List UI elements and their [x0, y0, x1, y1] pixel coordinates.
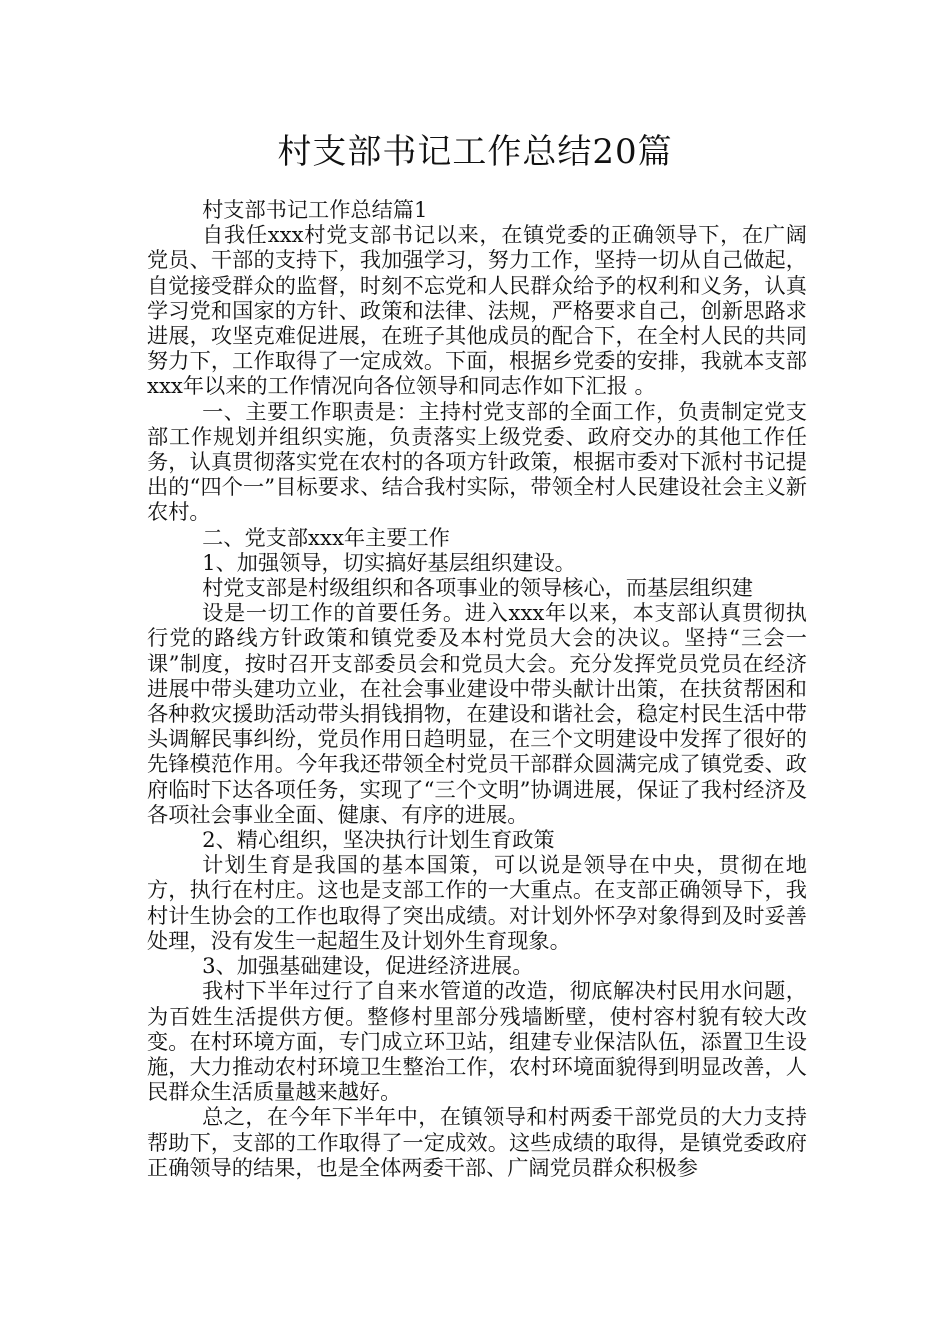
- document-body: [147, 197, 807, 1180]
- body-paragraph: 总之，在今年下半年中，在镇领导和村两委干部党员的大力支持帮助下，支部的工作取得了一定成效。这些成绩的取得，是镇党委政府正确领导的结果，也是全体两委干部、广阔党员群众积极参: [147, 1104, 807, 1180]
- body-paragraph: 我村下半年过行了自来水管道的改造，彻底解决村民用水问题，为百姓生活提供方便。整修村里部分残墙断壁，使村容村貌有较大改变。在村环境方面，专门成立环卫站，组建专业保洁队伍，添置卫生设施，大力推动农村环境卫生整治工作，农村环境面貌得到明显改善，人民群众生活质量越来越好。: [147, 978, 807, 1105]
- subheading: 2、精心组织，坚决执行计划生育政策: [202, 827, 555, 853]
- subheading: 3、加强基础建设，促进经济进展。: [202, 953, 534, 979]
- body-paragraph: 设是一切工作的首要任务。进入xxx年以来，本支部认真贯彻执行党的路线方针政策和镇党委及本村党员大会的决议。坚持“三会一课”制度，按时召开支部委员会和党员大会。充分发挥党员党员在经济进展中带头建功立业，在社会事业建设中带头献计出策，在扶贫帮困和各种救灾援助活动带头捐钱捐物，在建设和谐社会，稳定村民生活中带头调解民事纠纷，党员作用日趋明显，在三个文明建设中发挥了很好的先锋模范作用。今年我还带领全村党员干部群众圆满完成了镇党委、政府临时下达各项任务，实现了“三个文明”协调进展，保证了我村经济及各项社会事业全面、健康、有序的进展。: [147, 600, 807, 827]
- document-title: 村支部书记工作总结20篇: [277, 132, 673, 172]
- section-heading: 村支部书记工作总结篇1: [202, 197, 428, 222]
- body-paragraph: 计划生育是我国的基本国策，可以说是领导在中央，贯彻在地方，执行在村庄。这也是支部工作的一大重点。在支部正确领导下，我村计生协会的工作也取得了突出成绩。对计划外怀孕对象得到及时妥善处理，没有发生一起超生及计划外生育现象。: [147, 852, 807, 953]
- body-paragraph: 自我任xxx村党支部书记以来，在镇党委的正确领导下，在广阔党员、干部的支持下，我加强学习，努力工作，坚持一切从自己做起，自觉接受群众的监督，时刻不忘党和人民群众给予的权利和义务，认真学习党和国家的方针、政策和法律、法规，严格要求自己，创新思路求进展，攻坚克难促进展，在班子其他成员的配合下，在全村人民的共同努力下，工作取得了一定成效。下面，根据乡党委的安排，我就本支部xxx年以来的工作情况向各位领导和同志作如下汇报 。: [147, 222, 807, 399]
- body-paragraph: 村党支部是村级组织和各项事业的领导核心，而基层组织建: [202, 575, 753, 601]
- body-paragraph: 一、主要工作职责是：主持村党支部的全面工作，负责制定党支部工作规划并组织实施，负责落实上级党委、政府交办的其他工作任务，认真贯彻落实党在农村的各项方针政策，根据市委对下派村书记提出的“四个一”目标要求、结合我村实际，带领全村人民建设社会主义新农村。: [147, 398, 807, 525]
- subheading: 二、党支部xxx年主要工作: [202, 524, 450, 550]
- subheading: 1、加强领导，切实搞好基层组织建设。: [202, 549, 576, 575]
